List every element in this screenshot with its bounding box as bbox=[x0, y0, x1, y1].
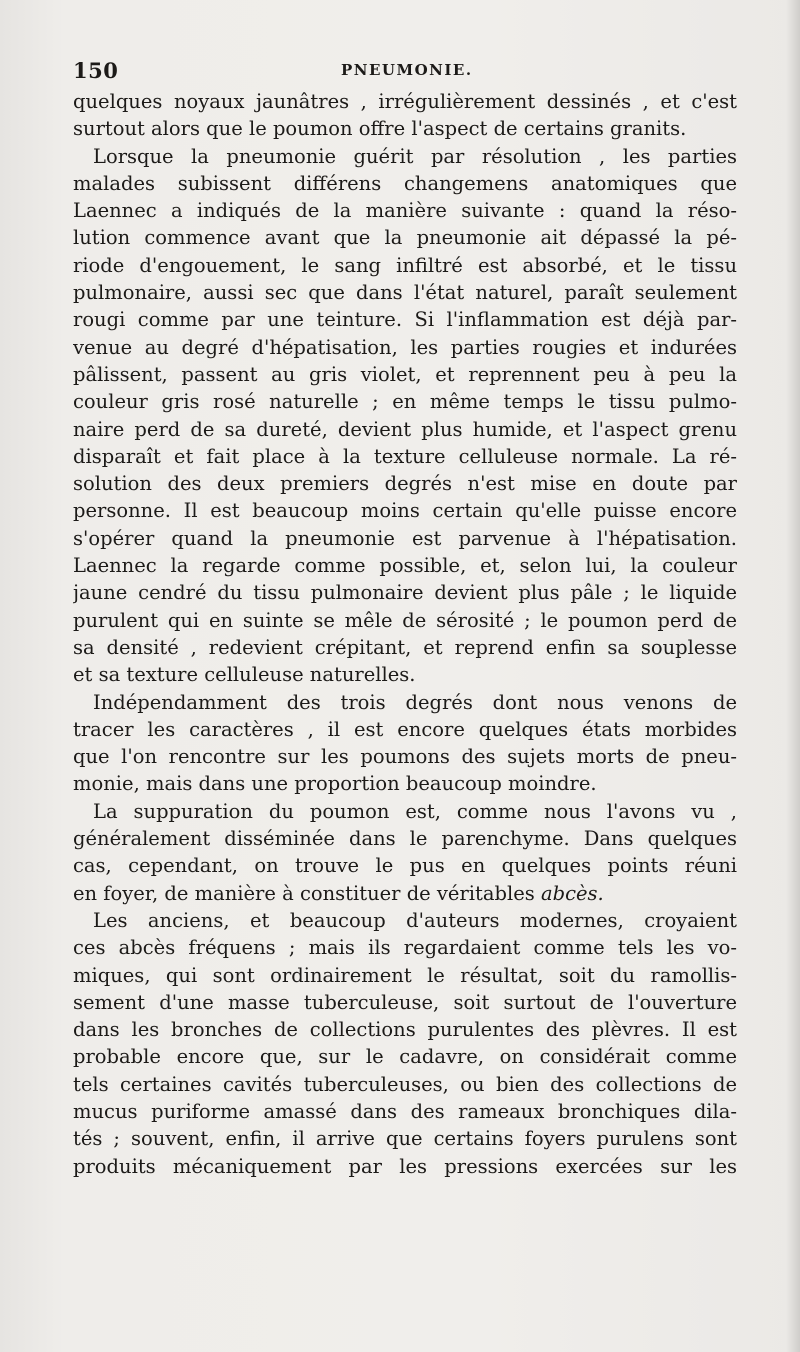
text-line: lution commence avant que la pneumonie ait dépassé la pé- bbox=[73, 226, 737, 250]
text-line: purulent qui en suinte se mêle de sérosité ; le poumon perd de bbox=[73, 608, 737, 632]
text-line: que l'on rencontre sur les poumons des sujets morts de pneu- bbox=[73, 745, 737, 769]
text-line: s'opérer quand la pneumonie est parvenue à l'hépatisation. bbox=[73, 526, 737, 550]
text-line: tracer les caractères , il est encore quelques états morbides bbox=[73, 717, 737, 741]
text-line: ces abcès fréquens ; mais ils regardaient comme tels les vo- bbox=[73, 936, 737, 960]
paragraph-start-line: Les anciens, et beaucoup d'auteurs modernes, croyaient bbox=[93, 908, 737, 932]
text-line: cas, cependant, on trouve le pus en quelques points réuni bbox=[73, 854, 737, 878]
text-line: venue au degré d'hépatisation, les parties rougies et indurées bbox=[73, 335, 737, 359]
text-line: quelques noyaux jaunâtres , irrégulièrement dessinés , et c'est bbox=[73, 90, 737, 113]
text-line: tés ; souvent, enfin, il arrive que certains foyers purulens sont bbox=[73, 1127, 737, 1151]
page-number: 150 bbox=[73, 58, 119, 83]
text-line: tels certaines cavités tuberculeuses, ou bien des collections de bbox=[73, 1072, 737, 1096]
text-line: Laennec la regarde comme possible, et, selon lui, la couleur bbox=[73, 554, 737, 578]
text-line: sement d'une masse tuberculeuse, soit surtout de l'ouverture bbox=[73, 990, 737, 1014]
text-line: naire perd de sa dureté, devient plus humide, et l'aspect grenu bbox=[73, 417, 737, 441]
text-line: jaune cendré du tissu pulmonaire devient plus pâle ; le liquide bbox=[73, 581, 737, 605]
paragraph-start-line: La suppuration du poumon est, comme nous l'avons vu , bbox=[93, 799, 737, 823]
body-text bbox=[73, 88, 737, 1180]
italic-term: abcès. bbox=[540, 881, 604, 905]
text-line: dans les bronches de collections purulentes des plèvres. Il est bbox=[73, 1018, 737, 1042]
text-line: miques, qui sont ordinairement le résultat, soit du ramollis- bbox=[73, 963, 737, 987]
text-line: rougi comme par une teinture. Si l'inflammation est déjà par- bbox=[73, 308, 737, 332]
text-line: pulmonaire, aussi sec que dans l'état naturel, paraît seulement bbox=[73, 281, 737, 305]
text-line: solution des deux premiers degrés n'est mise en doute par bbox=[73, 472, 737, 496]
text-line: produits mécaniquement par les pressions exercées sur les bbox=[73, 1154, 737, 1178]
text-line: mucus puriforme amassé dans des rameaux bronchiques dila- bbox=[73, 1099, 737, 1123]
text-line: probable encore que, sur le cadavre, on considérait comme bbox=[73, 1045, 737, 1069]
text-line: couleur gris rosé naturelle ; en même temps le tissu pulmo- bbox=[73, 390, 737, 414]
paragraph-start-line: Indépendamment des trois degrés dont nous venons de bbox=[93, 690, 737, 714]
paragraph-start-line: Lorsque la pneumonie guérit par résolution , les parties bbox=[93, 144, 737, 168]
page-edge-shadow bbox=[786, 0, 800, 1352]
text-line: riode d'engouement, le sang infiltré est absorbé, et le tissu bbox=[73, 253, 737, 277]
running-head: PNEUMONIE. bbox=[341, 61, 473, 79]
text-line: surtout alors que le poumon offre l'aspect de certains granits. bbox=[73, 117, 687, 141]
text-line: monie, mais dans une proportion beaucoup moindre. bbox=[73, 772, 597, 796]
page-header bbox=[73, 58, 737, 86]
text-line: personne. Il est beaucoup moins certain qu'elle puisse encore bbox=[73, 499, 737, 523]
text-line-with-italic bbox=[73, 880, 737, 907]
text-line: pâlissent, passent au gris violet, et reprennent peu à peu la bbox=[73, 362, 737, 386]
text-line: et sa texture celluleuse naturelles. bbox=[73, 663, 416, 687]
text-segment: en foyer, de manière à constituer de véritables bbox=[73, 881, 535, 905]
text-line: disparaît et fait place à la texture celluleuse normale. La ré- bbox=[73, 444, 737, 468]
text-line: Laennec a indiqués de la manière suivante : quand la réso- bbox=[73, 199, 737, 223]
text-line: généralement disséminée dans le parenchyme. Dans quelques bbox=[73, 827, 737, 851]
text-line: malades subissent différens changemens anatomiques que bbox=[73, 171, 737, 195]
text-line: sa densité , redevient crépitant, et reprend enfin sa souplesse bbox=[73, 635, 737, 659]
